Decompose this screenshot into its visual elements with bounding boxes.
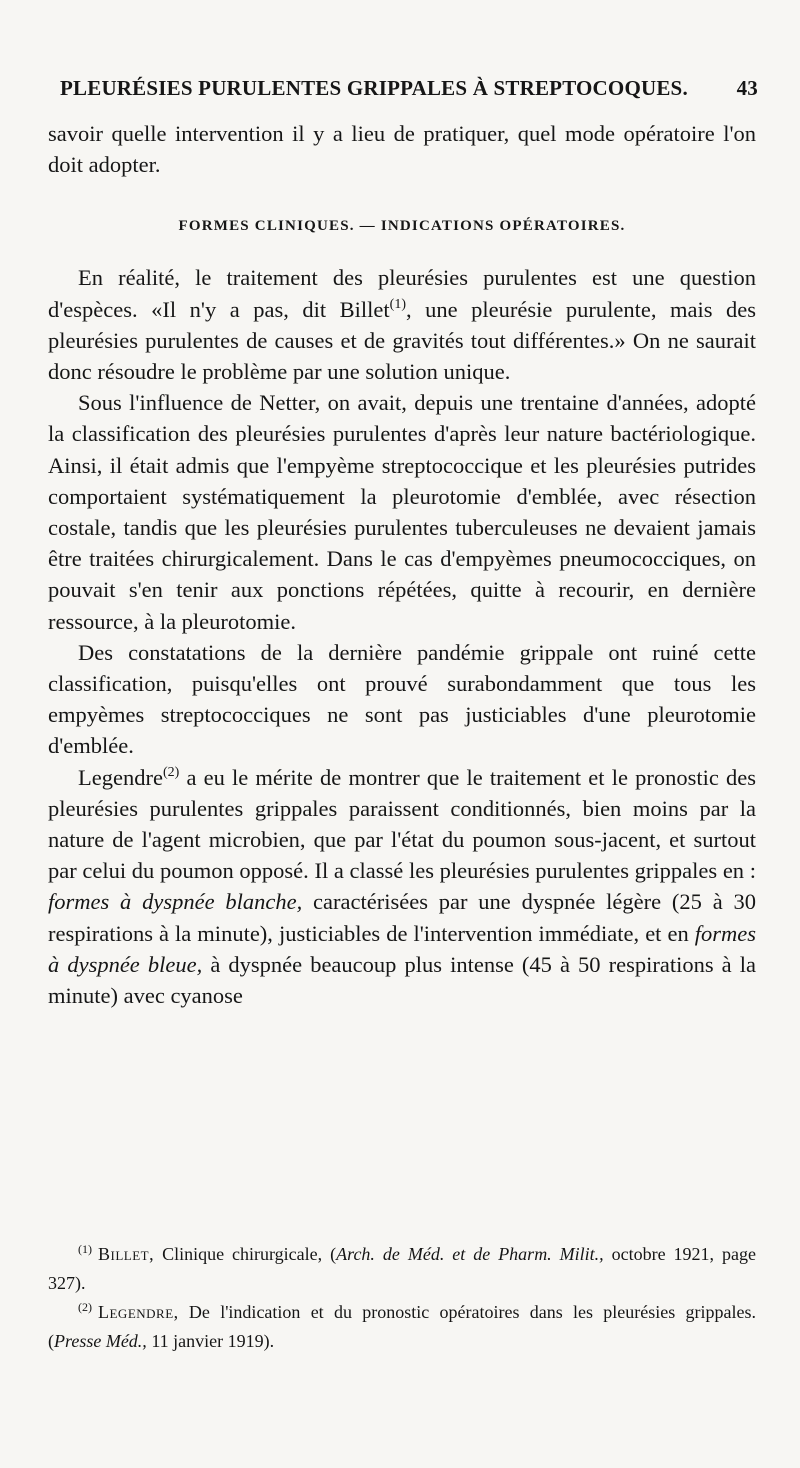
running-head-title: PLEURÉSIES PURULENTES GRIPPALES À STREPTOCOQUES. — [60, 76, 688, 100]
paragraph-legendre — [48, 762, 756, 1012]
footnote-source: Presse Méd., — [54, 1331, 147, 1351]
footnote-author: Billet, — [98, 1244, 155, 1264]
italic-term-dyspnee-bleue: formes à dyspnée bleue, — [48, 920, 756, 977]
paragraph-text: , une pleurésie purulente, mais des pleurésies purulentes de causes et de gravités tout différentes.» On ne saurait donc résoudre le problème par une solution unique. — [48, 296, 757, 385]
footnote-reference-2: (2) — [162, 764, 180, 780]
page-number: 43 — [736, 76, 758, 100]
footnote-text: De l'indication et du pronostic opératoires dans les pleurésies grippales. ( — [48, 1302, 756, 1351]
paragraph-text: Legendre — [78, 764, 163, 790]
footnote-author: Legendre, — [98, 1302, 179, 1322]
footnote-text: 11 janvier 1919). — [146, 1331, 275, 1351]
section-heading: FORMES CLINIQUES. — INDICATIONS OPÉRATOIRES. — [178, 218, 626, 235]
paragraph-continued: savoir quelle intervention il y a lieu de pratiquer, quel mode opératoire l'on doit adopter. — [48, 121, 756, 178]
paragraph-netter: Sous l'influence de Netter, on avait, depuis une trentaine d'années, adopté la classification des pleurésies purulentes d'après leur nature bactériologique. Ainsi, il était admis que l'empyème streptococcique et les pleurésies putrides comportaient systématiquement la pleurotomie d'emblée, avec résection costale, tandis que les pleurésies purulentes tuberculeuses ne devaient jamais être traitées chirurgicalement. Dans le cas d'empyèmes pneumococciques, on pouvait s'en tenir aux ponctions répétées, quitte à recourir, en dernière ressource, à la pleurotomie. — [48, 390, 756, 634]
paragraph-billet — [48, 262, 756, 387]
paragraph-text: à dyspnée beaucoup plus intense (45 à 50 respirations à la minute) avec cyanose — [48, 951, 756, 1009]
footnote-text: Clinique chirurgicale, ( — [154, 1244, 337, 1264]
paragraph-text: a eu le mérite de montrer que le traitement et le pronostic des pleurésies purulentes grippales paraissent conditionnés, bien moins par la nature de l'agent microbien, que par l'état du poumon sous-jacent, et surtout par celui du poumon opposé. Il a classé les pleurésies purulentes grippales en : — [48, 764, 756, 884]
paragraph-text: En réalité, le traitement des pleurésies purulentes est une question d'espèces. «Il n'y a pas, dit Billet — [48, 265, 756, 322]
footnote-mark: (2) — [78, 1300, 92, 1314]
footnote-text: octobre 1921, page 327). — [48, 1244, 756, 1293]
footnote-mark: (1) — [78, 1242, 92, 1256]
footnote-1 — [48, 1240, 756, 1298]
running-head — [52, 76, 758, 106]
footnote-reference-1: (1) — [389, 296, 406, 312]
footnote-2 — [48, 1298, 756, 1356]
paragraph-text: caractérisées par une dyspnée légère (25 à 30 respirations à la minute), justiciables de l'intervention immédiate, et en — [48, 889, 756, 946]
footnote-source: Arch. de Méd. et de Pharm. Milit., — [336, 1244, 604, 1264]
main-text — [48, 118, 756, 1011]
paragraph-pandemie: Des constatations de la dernière pandémie grippale ont ruiné cette classification, puisqu'elles ont prouvé surabondamment que tous les empyèmes streptococciques ne sont pas justiciables d'une pleurotomie d'emblée. — [48, 639, 756, 759]
italic-term-dyspnee-blanche: formes à dyspnée blanche, — [48, 889, 303, 915]
footnotes — [48, 1240, 756, 1356]
